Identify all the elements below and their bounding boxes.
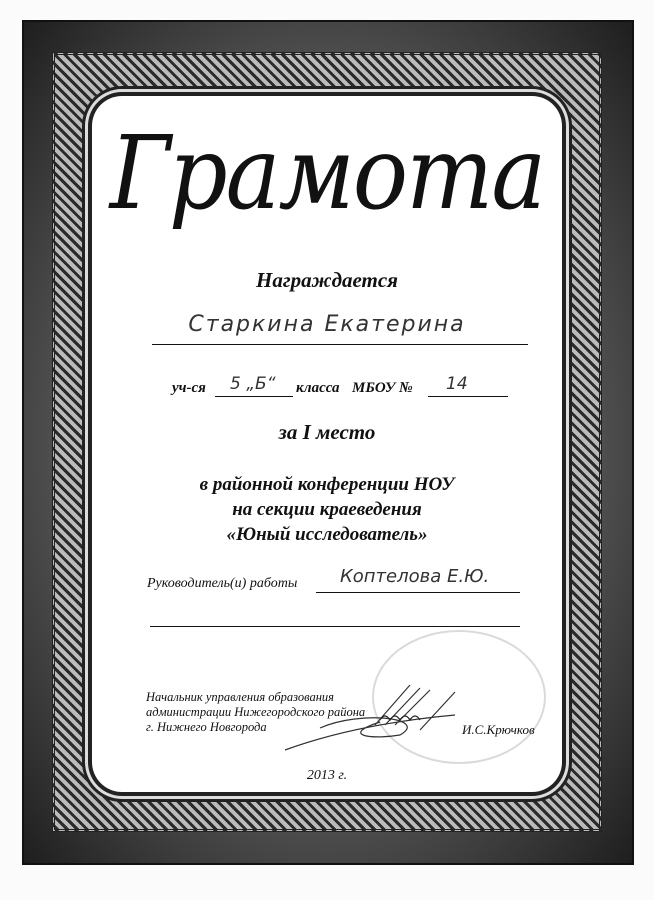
signatory-title-3: г. Нижнего Новгорода [146,720,267,734]
signature [280,680,460,760]
year: 2013 г. [306,768,348,783]
blank-line [150,626,520,627]
recipient-name: Старкина Екатерина [188,312,466,337]
name-line [152,344,528,345]
school-line [428,396,508,397]
certificate-title: Грамота [109,114,545,233]
event-line-1: в районной конференции НОУ [199,474,455,495]
signatory-title-2: администрации Нижегородского района [146,705,366,719]
signatory-name: И.С.Крючков [462,722,535,737]
event-line-2: на секции краеведения [232,499,422,520]
school-label: МБОУ № [352,380,413,396]
supervisor-line [316,592,520,593]
signatory-title-1: Начальник управления образования [146,690,334,704]
supervisor-name: Коптелова Е.Ю. [340,566,490,587]
supervisor-label: Руководитель(и) работы [147,576,298,591]
class-line [215,396,293,397]
place: за I место [278,420,376,444]
student-prefix: уч-ся [172,380,206,396]
school-number: 14 [446,374,468,394]
awarded-label: Награждается [255,268,399,292]
event-line-3: «Юный исследователь» [226,524,428,545]
class-label: класса [296,380,340,396]
class-value: 5 „Б“ [230,374,276,394]
